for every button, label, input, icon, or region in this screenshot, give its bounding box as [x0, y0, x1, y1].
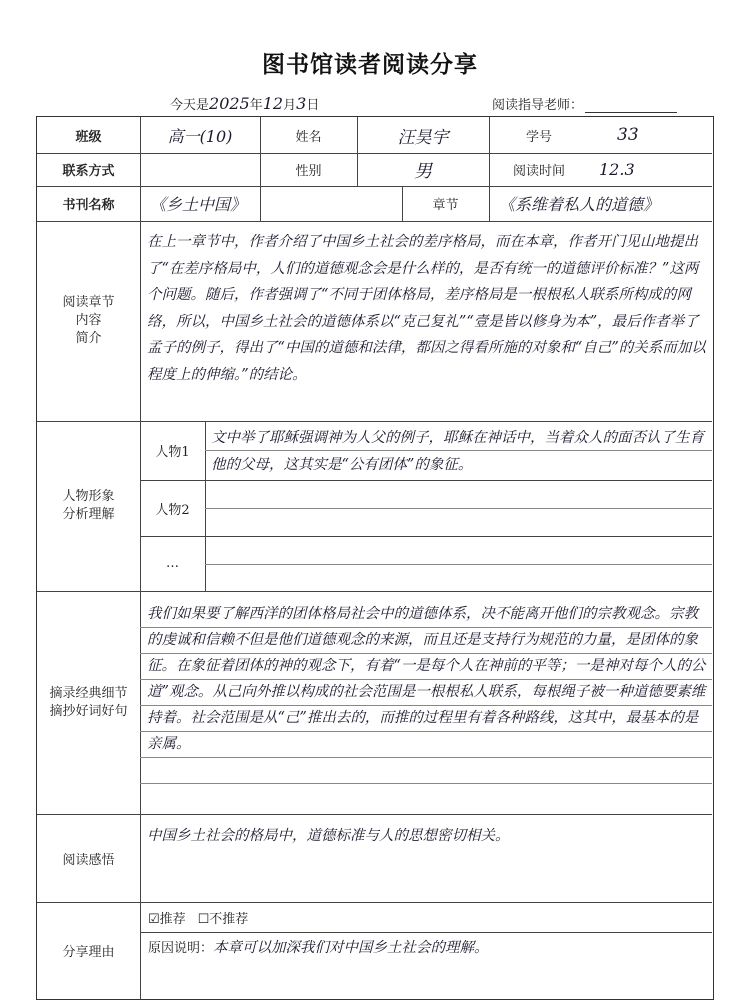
character-label-line2: 分析理解 [62, 507, 115, 522]
summary-label-line2: 内容 [75, 313, 102, 328]
character-label-line1: 人物形象 [62, 489, 115, 504]
date-year-unit: 年 [249, 98, 263, 113]
chapter-label: 章节 [432, 198, 459, 213]
excerpt-label-line2: 摘抄好词好句 [49, 703, 128, 719]
recommend-checkbox[interactable]: ☑推荐 [148, 911, 186, 927]
reason-explanation-text[interactable]: 本章可以加深我们对中国乡土社会的理解。 [213, 939, 489, 956]
date-day-unit: 日 [306, 98, 320, 113]
page-title: 图书馆读者阅读分享 [262, 51, 478, 78]
character-analysis-label [37, 421, 140, 591]
summary-label [37, 221, 140, 421]
contact-value[interactable] [140, 153, 260, 186]
summary-text[interactable]: 在上一章节中，作者介绍了中国乡土社会的差序格局，而在本章，作者开门见山地提出了“在差序格局中，人们的道德观念会是什么样的，是否有统一的道德评价标准？”这两个问题。随后，作者强调了“不同于团体格局，差序格局是一根根私人联系所构成的网络，所以，中国乡土社会的道德体系以“克己复礼”“壹是皆以修身为本”，最后作者举了孟子的例子，得出了“中国的道德和法律，都因之得看所施的对象和“自己”的关系而加以程度上的伸缩。”的结论。 [147, 234, 706, 383]
teacher-blank[interactable] [585, 100, 677, 113]
class-value[interactable]: 高一(10) [167, 126, 233, 146]
date-line [170, 94, 319, 113]
date-prefix: 今天是 [170, 98, 210, 113]
name-value[interactable]: 汪昊宇 [397, 127, 449, 148]
excerpt-label [37, 591, 140, 814]
character-more-label: … [166, 556, 179, 571]
chapter-value[interactable]: 《系维着私人的道德》 [499, 195, 660, 214]
teacher-label: 阅读指导老师： [492, 98, 584, 113]
name-label: 姓名 [295, 129, 322, 145]
book-title-label: 书刊名称 [62, 198, 115, 213]
reason-explanation-label: 原因说明： [148, 940, 214, 956]
date-day: 3 [296, 94, 307, 113]
contact-label: 联系方式 [62, 164, 115, 179]
book-title-value[interactable]: 《乡土中国》 [150, 195, 247, 214]
feeling-label: 阅读感悟 [62, 852, 115, 868]
feeling-text[interactable]: 中国乡土社会的格局中，道德标准与人的思想密切相关。 [147, 828, 510, 844]
reading-form [36, 116, 714, 1000]
summary-label-line1: 阅读章节 [62, 295, 115, 310]
gender-label: 性别 [295, 164, 322, 179]
date-month: 12 [262, 94, 284, 113]
gender-value[interactable]: 男 [414, 160, 432, 182]
character-2-label: 人物2 [155, 502, 190, 518]
reason-line [140, 932, 712, 960]
character-1-label: 人物1 [155, 445, 190, 460]
date-year: 2025 [209, 94, 250, 113]
teacher-line [492, 94, 677, 113]
student-id-value[interactable]: 33 [617, 125, 639, 145]
share-reason-label: 分享理由 [62, 945, 115, 960]
recommend-options [140, 902, 712, 932]
reading-time-label: 阅读时间 [512, 164, 565, 179]
character-1-text[interactable]: 文中举了耶稣强调神为人父的例子，耶稣在神话中，当着众人的面否认了生育他的父母，这其实是“公有团体”的象征。 [211, 430, 704, 473]
summary-label-line3: 简介 [75, 331, 102, 346]
class-label: 班级 [75, 129, 102, 145]
excerpt-label-line1: 摘录经典细节 [49, 685, 128, 701]
date-month-unit: 月 [283, 98, 297, 113]
excerpt-text[interactable]: 我们如果要了解西洋的团体格局社会中的道德体系，决不能离开他们的宗教观念。宗教的虔诚和信赖不但是他们道德观念的来源，而且还是支持行为规范的力量，是团体的象征。在象征着团体的神的观念下，有着“一是每个人在神前的平等；一是神对每个人的公道”观念。从己向外推以构成的社会范围是一根根私人联系，每根绳子被一种道德要素维持着。社会范围是从“己”推出去的，而推的过程里有着各种路线，这其中，最基本的是亲属。 [147, 606, 706, 752]
not-recommend-checkbox[interactable]: ☐不推荐 [197, 911, 249, 927]
reading-time-value[interactable]: 12.3 [599, 160, 635, 179]
student-id-label: 学号 [525, 129, 552, 145]
